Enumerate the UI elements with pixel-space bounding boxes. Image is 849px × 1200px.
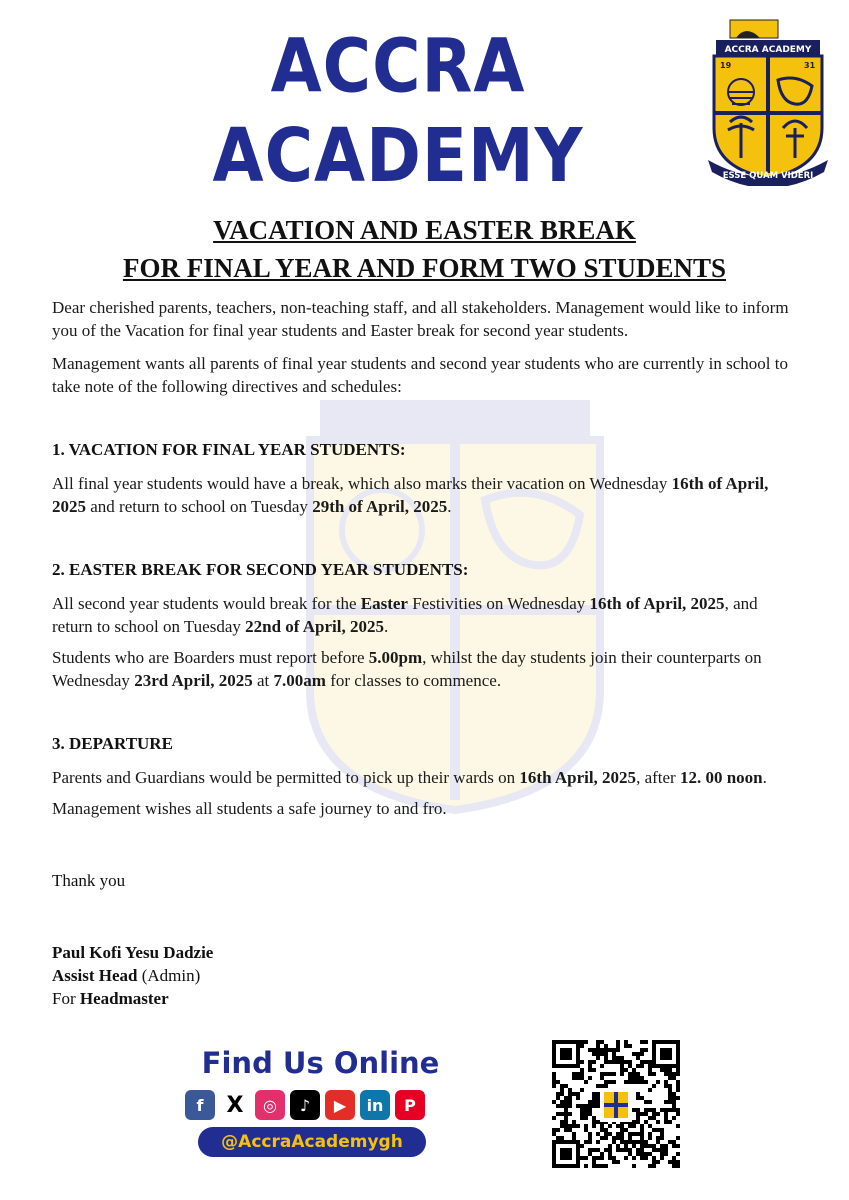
crest-banner-text: ACCRA ACADEMY bbox=[724, 45, 812, 55]
signatory-block: Paul Kofi Yesu Dadzie Assist Head (Admin) For Headmaster bbox=[52, 943, 214, 1008]
notice-title-line1: VACATION AND EASTER BREAK bbox=[213, 215, 636, 245]
instagram-icon[interactable]: ◎ bbox=[255, 1090, 285, 1120]
linkedin-icon[interactable]: in bbox=[360, 1090, 390, 1120]
section-heading-easter: 2. EASTER BREAK FOR SECOND YEAR STUDENTS: bbox=[52, 560, 469, 579]
directive-paragraph bbox=[52, 352, 802, 398]
safe-journey-line: Management wishes all students a safe journey to and fro. bbox=[52, 799, 447, 818]
social-icons-row bbox=[185, 1090, 425, 1120]
directive-line: Management wants all parents of final year students and second year students who are currently in school to bbox=[52, 354, 788, 373]
youtube-icon[interactable]: ▶ bbox=[325, 1090, 355, 1120]
vacation-paragraph: All final year students would have a break, which also marks their vacation on Wednesday 16th of April, 2025 and return to school on Tuesday 29th of April, 2025. bbox=[52, 474, 769, 516]
qr-code-icon[interactable] bbox=[552, 1040, 680, 1168]
crest-year-left: 19 bbox=[720, 61, 732, 70]
boarders-paragraph: Students who are Boarders must report before 5.00pm, whilst the day students join their counterparts on Wednesday 23rd April, 2025 at 7.00am for classes to commence. bbox=[52, 648, 762, 690]
notice-title-line2: FOR FINAL YEAR AND FORM TWO STUDENTS bbox=[122, 253, 727, 283]
pinterest-icon[interactable]: P bbox=[395, 1090, 425, 1120]
crest-motto: ESSE QUAM VIDERI bbox=[722, 171, 814, 181]
thank-you-text: Thank you bbox=[52, 871, 126, 890]
section-heading-vacation: 1. VACATION FOR FINAL YEAR STUDENTS: bbox=[52, 440, 406, 459]
intro-line: you of the Vacation for final year students and Easter break for second year students. bbox=[52, 321, 629, 340]
crest-year-right: 31 bbox=[804, 61, 816, 70]
school-crest-icon bbox=[708, 18, 828, 186]
social-handle[interactable]: @AccraAcademygh bbox=[198, 1127, 426, 1157]
find-us-online-heading: Find Us Online bbox=[201, 1046, 440, 1080]
tiktok-icon[interactable]: ♪ bbox=[290, 1090, 320, 1120]
signatory-role: Assist Head bbox=[52, 966, 138, 985]
departure-paragraph: Parents and Guardians would be permitted to pick up their wards on 16th April, 2025, after 12. 00 noon. bbox=[52, 768, 767, 787]
signatory-name: Paul Kofi Yesu Dadzie bbox=[52, 943, 214, 962]
x-icon[interactable]: X bbox=[220, 1090, 250, 1120]
intro-paragraph bbox=[52, 296, 802, 342]
easter-paragraph: All second year students would break for the Easter Festivities on Wednesday 16th of April, 2025, and return to school on Tuesday 22nd of April, 2025. bbox=[52, 594, 758, 636]
signatory-for: Headmaster bbox=[79, 989, 169, 1008]
intro-line: Dear cherished parents, teachers, non-teaching staff, and all stakeholders. Management would like to inform bbox=[52, 298, 789, 317]
school-name-banner: ACCRA ACADEMY bbox=[212, 23, 584, 199]
section-heading-departure: 3. DEPARTURE bbox=[52, 734, 173, 753]
directive-line: take note of the following directives and schedules: bbox=[52, 377, 402, 396]
facebook-icon[interactable]: f bbox=[185, 1090, 215, 1120]
